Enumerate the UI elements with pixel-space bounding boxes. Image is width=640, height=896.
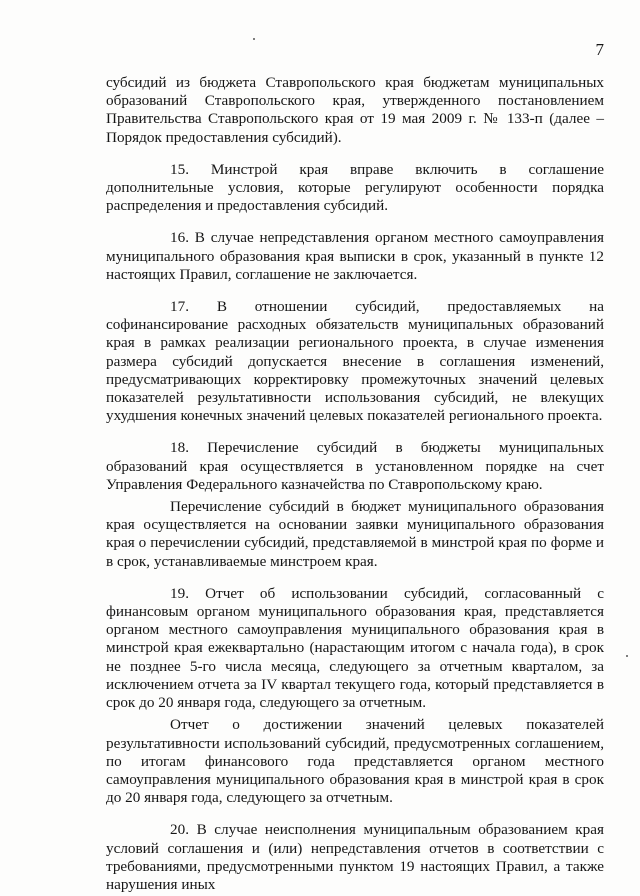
paragraph-clause-18: 18. Перечисление субсидий в бюджеты муниципальных образований края осуществляется в установленном порядке на счет Управления Федерального казначейства по Ставропольскому краю. (106, 439, 604, 493)
paragraph-clause-19-part-2: Отчет о достижении значений целевых показателей результативности использований субсидий, предусмотренных соглашением, по итогам финансового года представляется органом местного самоуправления муниципального образования края в минстрой края в срок до 20 января года, следующего за отчетным. (106, 716, 604, 807)
paragraph-clause-15: 15. Минстрой края вправе включить в соглашение дополнительные условия, которые регулируют особенности порядка распределения и предоставления субсидий. (106, 160, 604, 215)
paragraph-clause-16: 16. В случае непредставления органом местного самоуправления муниципального образования края выписки в срок, указанный в пункте 12 настоящих Правил, соглашение не заключается. (106, 229, 604, 283)
paragraph-clause-17: 17. В отношении субсидий, предоставляемых на софинансирование расходных обязательств муниципальных образований края в рамках реализации регионального проекта, в случае изменения размера субсидий допускается внесение в соглашения изменений, предусматривающих корректировку промежуточных значений целевых показателей результативности использования субсидий, не влекущих ухудшения конечных значений целевых показателей регионального проекта. (106, 298, 604, 425)
scan-speck (626, 655, 628, 657)
paragraph-clause-20: 20. В случае неисполнения муниципальным образованием края условий соглашения и (или) непредставления отчетов в соответствии с требованиями, предусмотренными пунктом 19 настоящих Правил, а также нарушения иных (106, 821, 604, 893)
document-body (106, 74, 604, 894)
paragraph-continuation: субсидий из бюджета Ставропольского края бюджетам муниципальных образований Ставропольского края, утвержденного постановлением Правительства Ставропольского края от 19 мая 2009 г. № 133-п (далее – Порядок предоставления субсидий). (106, 74, 604, 146)
scan-speck (253, 38, 255, 40)
page-number: 7 (595, 40, 604, 59)
paragraph-clause-19: 19. Отчет об использовании субсидий, согласованный с финансовым органом муниципального образования края, представляется органом местного самоуправления муниципального образования края в минстрой края ежеквартально (нарастающим итогом с начала года), в срок не позднее 5-го числа месяца, следующего за отчетным кварталом, за исключением отчета за IV квартал текущего года, который представляется в срок до 20 января года, следующего за отчетным. (106, 584, 604, 712)
paragraph-clause-18-part-2: Перечисление субсидий в бюджет муниципального образования края осуществляется на основании заявки муниципального образования края о перечислении субсидий, представляемой в минстрой края по форме и в срок, устанавливаемые минстроем края. (106, 498, 604, 570)
